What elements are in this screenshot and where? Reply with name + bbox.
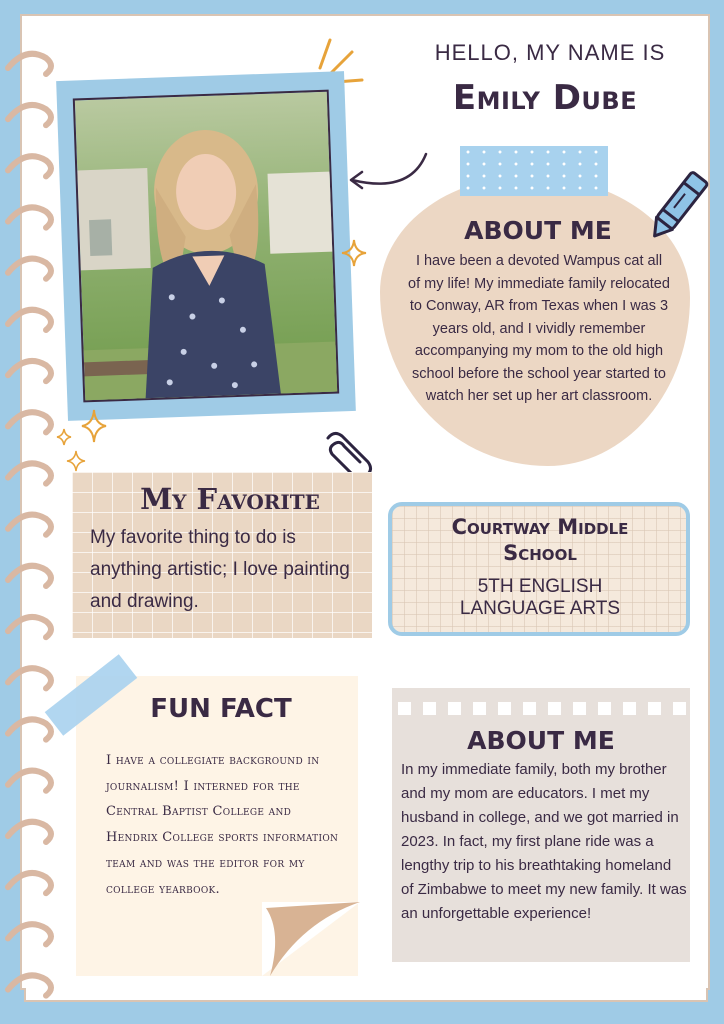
school-role [392, 576, 688, 620]
school-role-line1: 5TH ENGLISH [477, 576, 603, 597]
about-me-2-text: In my immediate family, both my brother and my mom are educators. I met my husband in college, and we got married in 2023. In fact, my first plane ride was a lengthy trip to his breathtaking homeland of Zimbabwe to meet my new family. It was an unforgettable experience! [401, 761, 687, 922]
spiral-binding-icon [0, 0, 60, 1024]
sparkle-icon [340, 238, 368, 268]
washi-tape [460, 146, 608, 196]
profile-photo [73, 90, 339, 403]
sparkle-icon [66, 450, 86, 472]
page-fold-icon [262, 902, 360, 976]
arrow-icon [346, 150, 430, 198]
fun-fact-text: I have a collegiate background in journalism! I interned for the Central Baptist College and Hendrix College sports information team and was the editor for my college yearbook. [106, 753, 339, 897]
school-name [392, 514, 688, 566]
sparkle-icon [56, 428, 72, 446]
crayon-icon [646, 164, 710, 248]
fun-fact-title: FUN FACT [150, 694, 292, 724]
favorite-title: My Favorite [140, 482, 320, 516]
page-edge [24, 988, 708, 1002]
school-role-line2: LANGUAGE ARTS [459, 598, 621, 619]
about-me-text: I have been a devoted Wampus cat all of my life! My immediate family relocated to Conway, AR from Texas when I was 3 years old, and I vividly remember accompanying my mom to the old high school before the school year started to watch her set up her art classroom. [408, 253, 670, 404]
photo-frame [56, 71, 356, 421]
about-me-title: ABOUT ME [464, 216, 612, 245]
stitch-row [398, 702, 686, 718]
about-me-2-title: ABOUT ME [467, 726, 615, 755]
favorite-text: My favorite thing to do is anything artistic; I love painting and drawing. [90, 527, 350, 612]
school-name-line1: Courtway Middle [451, 515, 629, 539]
name-title: Emily Dube [452, 78, 638, 118]
sparkle-icon [80, 408, 108, 444]
school-name-line2: School [503, 541, 577, 565]
greeting-text: HELLO, MY NAME IS [434, 40, 666, 65]
